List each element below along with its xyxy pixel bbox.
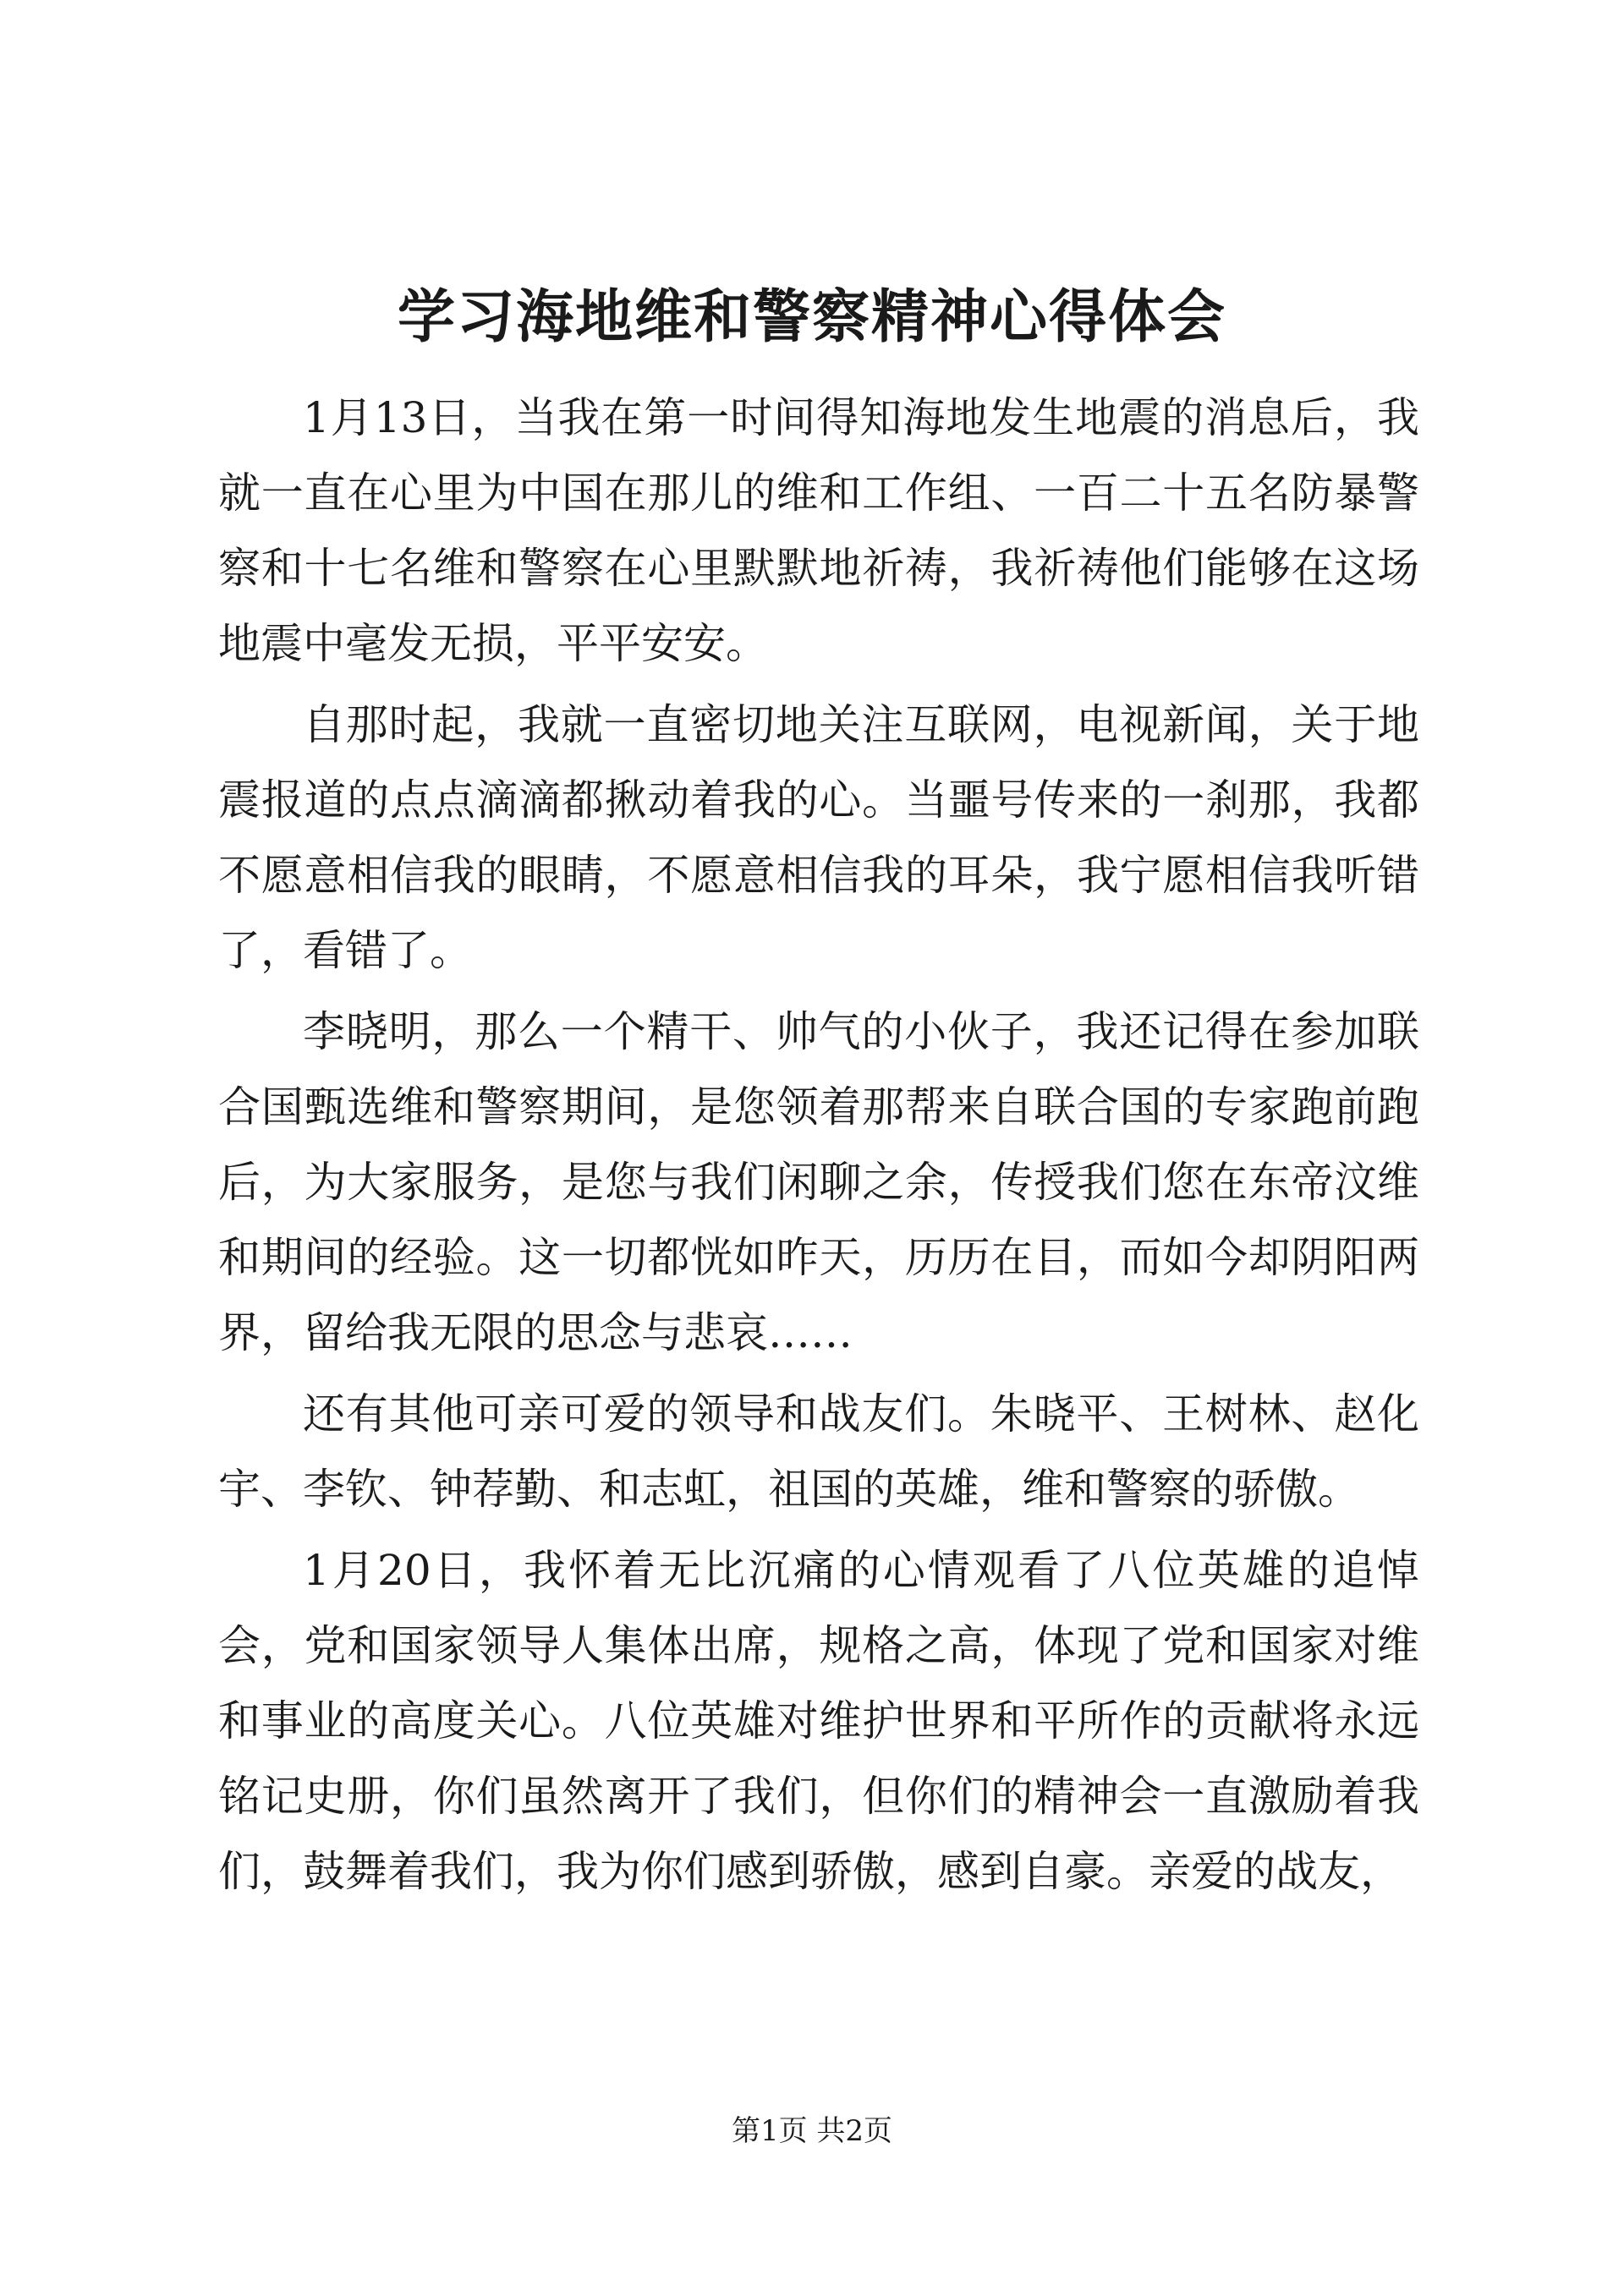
page-footer: 第1页 共2页 xyxy=(731,2114,893,2148)
paragraph: 自那时起，我就一直密切地关注互联网，电视新闻，关于地震报道的点点滴滴都揪动着我的心。当噩号传来的一刹那，我都不愿意相信我的眼睛，不愿意相信我的耳朵，我宁愿相信我听错了，看错了。 xyxy=(218,700,1419,975)
paragraph: 李晓明，那么一个精干、帅气的小伙子，我还记得在参加联合国甄选维和警察期间，是您领着那帮来自联合国的专家跑前跑后，为大家服务，是您与我们闲聊之余，传授我们您在东帝汶维和期间的经验。这一切都恍如昨天，历历在目，而如今却阴阳两界，留给我无限的思念与悲哀…… xyxy=(218,1007,1419,1357)
paragraph: 还有其他可亲可爱的领导和战友们。朱晓平、王树林、赵化宇、李钦、钟荐勤、和志虹，祖国的英雄，维和警察的骄傲。 xyxy=(218,1389,1419,1514)
paragraph: 1月20日，我怀着无比沉痛的心情观看了八位英雄的追悼会，党和国家领导人集体出席，规格之高，体现了党和国家对维和事业的高度关心。八位英雄对维护世界和平所作的贡献将永远铭记史册，你们虽然离开了我们，但你们的精神会一直激励着我们，鼓舞着我们，我为你们感到骄傲，感到自豪。亲爱的战友， xyxy=(218,1546,1419,1896)
document-title: 学习海地维和警察精神心得体会 xyxy=(397,283,1226,351)
paragraph: 1月13日，当我在第一时间得知海地发生地震的消息后，我就一直在心里为中国在那儿的维和工作组、一百二十五名防暴警察和十七名维和警察在心里默默地祈祷，我祈祷他们能够在这场地震中毫发无损，平平安安。 xyxy=(218,393,1419,668)
document-body xyxy=(218,381,1419,1910)
